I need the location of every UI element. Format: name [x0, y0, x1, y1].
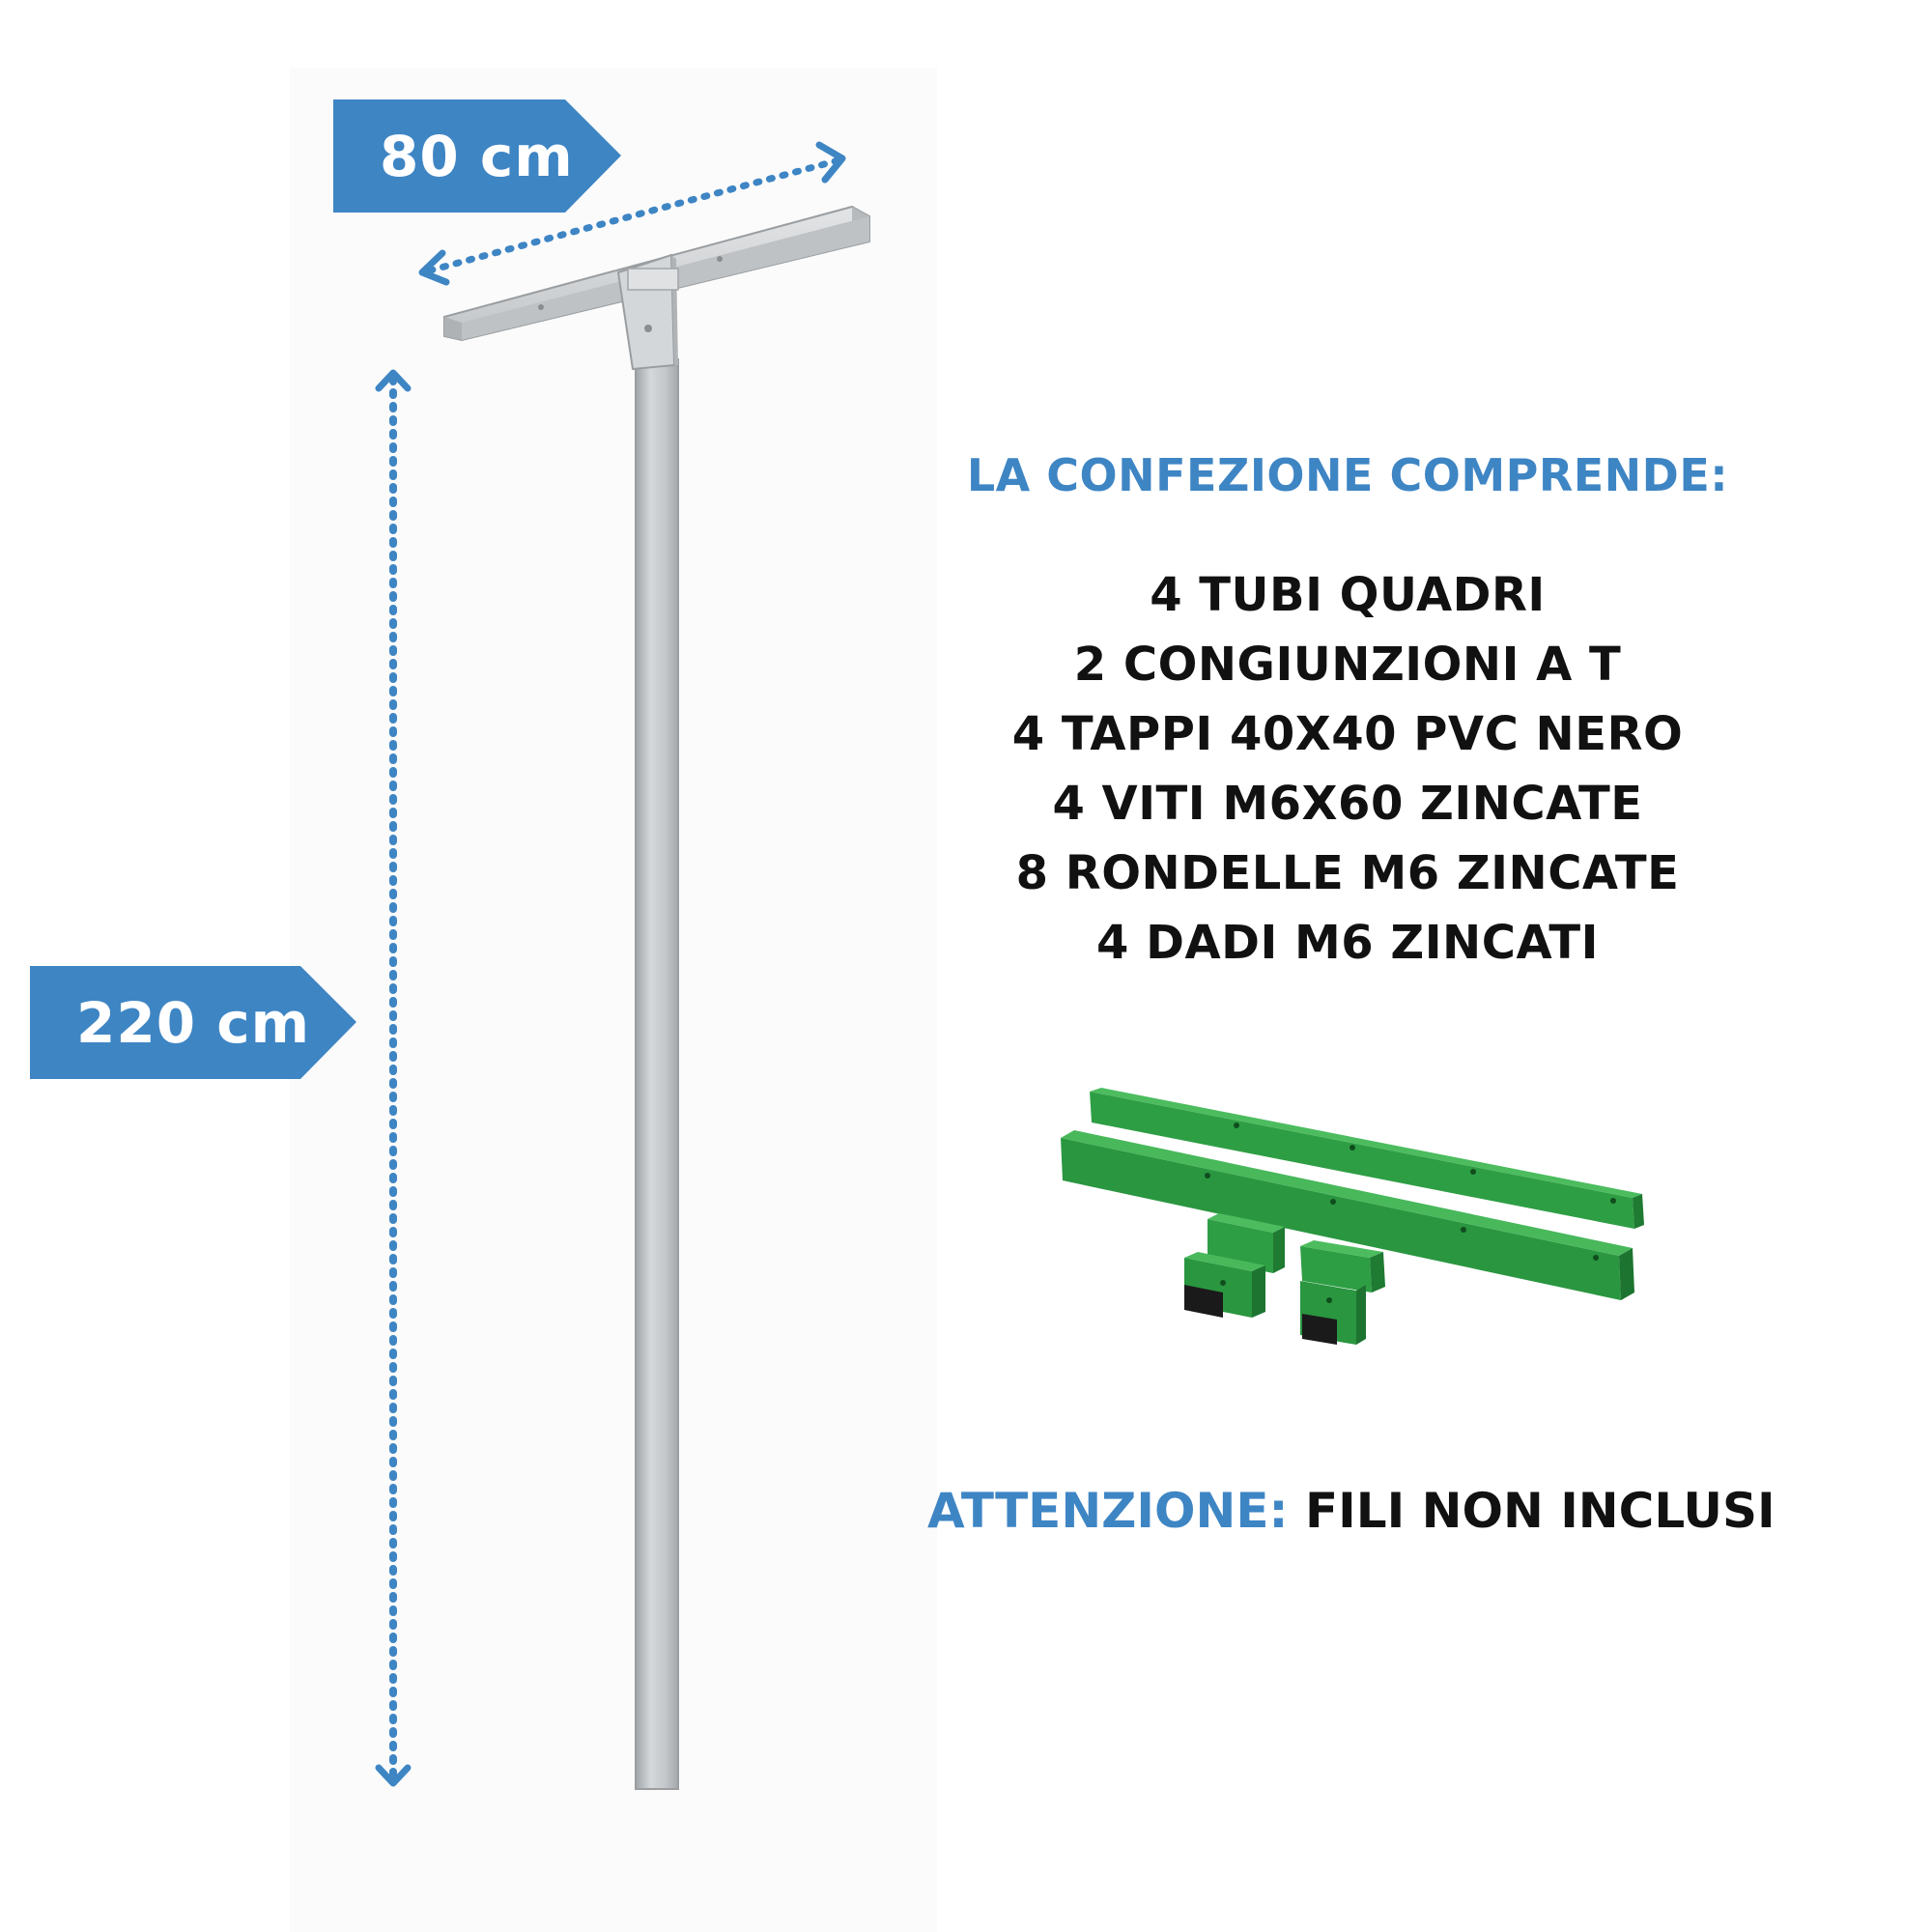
list-item: 4 TAPPI 40X40 PVC NERO [1011, 707, 1684, 761]
green-t-connector [1300, 1240, 1385, 1345]
list-item: 4 VITI M6X60 ZINCATE [1052, 777, 1643, 831]
attention-label: ATTENZIONE: [927, 1483, 1289, 1539]
list-item: 4 TUBI QUADRI [1150, 568, 1546, 622]
attention-text: FILI NON INCLUSI [1304, 1483, 1776, 1539]
list-item: 4 DADI M6 ZINCATI [1096, 916, 1599, 970]
list-item: 2 CONGIUNZIONI A T [1073, 638, 1622, 692]
package-heading: LA CONFEZIONE COMPRENDE: [966, 449, 1729, 501]
attention-note [927, 1483, 1776, 1539]
list-item: 8 RONDELLE M6 ZINCATE [1015, 846, 1680, 900]
width-label: 80 cm [380, 123, 574, 189]
green-t-connector [1184, 1213, 1285, 1318]
height-label: 220 cm [76, 989, 311, 1056]
